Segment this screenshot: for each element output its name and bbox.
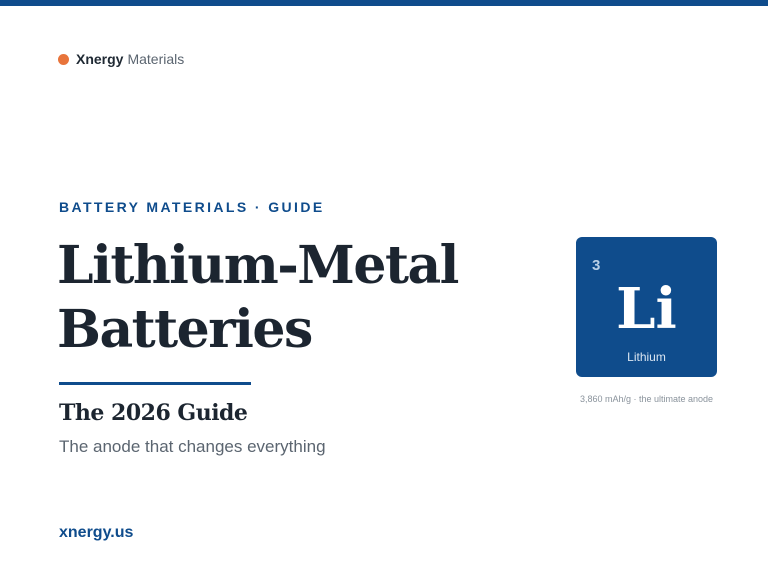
brand-name: Xnergy — [76, 51, 124, 67]
tagline: The anode that changes everything — [59, 437, 326, 456]
atomic-number: 3 — [592, 257, 601, 274]
title-line-2: Batteries — [57, 299, 312, 360]
element-caption: 3,860 mAh/g · the ultimate anode — [579, 394, 714, 404]
element-symbol: Li — [616, 276, 677, 342]
brand-dot-icon — [58, 54, 69, 65]
element-name: Lithium — [627, 350, 666, 364]
page-title — [57, 234, 527, 362]
periodic-element-tile — [576, 237, 717, 377]
top-accent-bar — [0, 0, 768, 6]
brand-suffix: Materials — [127, 51, 185, 67]
website-url: xnergy.us — [59, 524, 134, 541]
title-line-1: Lithium-Metal — [57, 235, 458, 296]
subtitle: The 2026 Guide — [59, 400, 248, 426]
title-divider — [59, 382, 251, 385]
brand-logo — [58, 50, 184, 68]
eyebrow-label: BATTERY MATERIALS · GUIDE — [59, 199, 325, 215]
